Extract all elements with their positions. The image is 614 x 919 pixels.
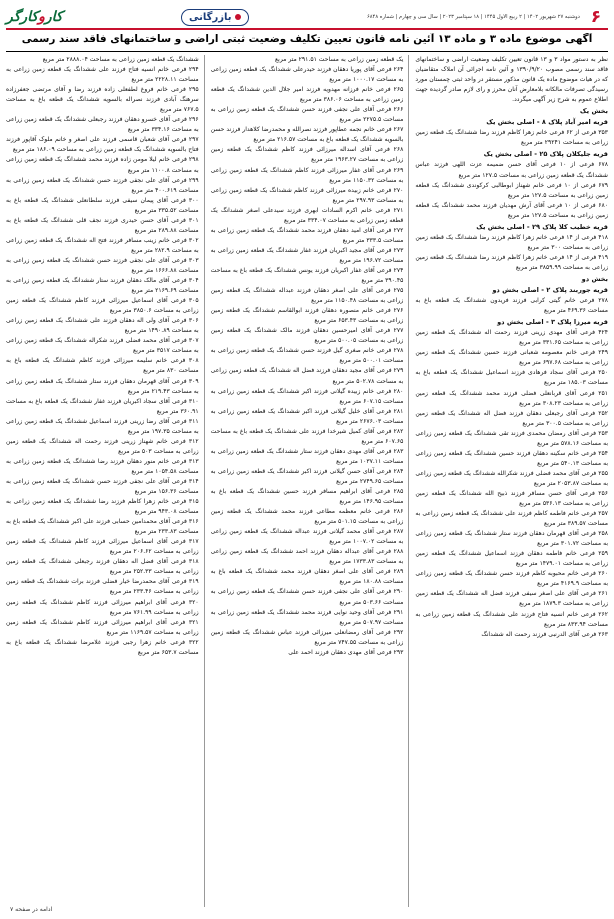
notice-title: آگهی موضوع ماده ۳ و ماده ۱۳ آئین نامه قانون تعیین تکلیف وضعیت ثبتی اراضی و ساختمانهای فاقد سند رسمی [21, 33, 593, 45]
section-heading: قریه خطیب کلا پلاک ۲۹ - اصلی بخش یک [476, 222, 608, 231]
notice-entry: ۳۱۸ فرعی آقای فضل اله دهقان فرزند رجبعلی ششدانگ یک قطعه زمین زراعی به مساحت ۲۵۲.۳۳ متر مربع [5, 558, 199, 576]
notice-entry: ۴۱۹ فرعی از ۱۴ فرعی خانم زهرا کاظم فرزند رضا ششدانگ یک قطعه زمین زراعی به مساحت ۳۸۵۹.۹۹ متر مربع [415, 253, 608, 271]
notice-entry: ۳۲۰ فرعی آقای ابراهیم میرزائی فرزند کاظم ششدانگ یک قطعه زمین زراعی به مساحت ۷۶۱.۹۹ متر مربع [5, 598, 199, 616]
notice-entry: ۲۷۷ فرعی آقای امیرحسین دهقان فرزند مالک ششدانگ یک قطعه زمین زراعی به مساحت ۵۰۰.۰۵ متر مربع [210, 327, 404, 345]
notice-entry: ۳۰۷ فرعی آقای محمد فضلی فرزند شکراله ششدانگ یک قطعه زمین زراعی به مساحت ۳۵۱۷ متر مربع [5, 337, 199, 355]
notice-entry: ۲۸۵ فرعی آقای ابراهیم مسافر فرزند حسین ششدانگ یک قطعه باغ به مساحت ۱۴۶.۹۵ متر مربع [210, 488, 404, 506]
notice-entry: ۲۶۵ فرعی خانم فرزانه مهدویه فرزند امیر جلال الدین ششدانگ یک قطعه زمین زراعی به مساحت ۳۸۶.۰۶ متر مربع [210, 86, 404, 104]
notice-entry: ۲۸۹ فرعی آقای علی اصغر دهقان فرزند محمد ششدانگ یک قطعه باغ به مساحت ۱۸۰.۸۸ متر مربع [210, 568, 404, 586]
title-divider [6, 51, 608, 52]
notice-entry: ۲۷۵ فرعی آقای علی اصغر دهقان فرزند عبداله ششدانگ یک قطعه زمین زراعی به مساحت ۱۱۵۰.۴۸ متر مربع [210, 287, 404, 305]
issue-dateline: دوشنبه ۲۷ شهریور ۱۴۰۲ | ۲ ربیع الاول ۱۴۴۵ | ۱۸ سپتامبر ۲۰۲۳ | سال سی و چهارم | شماره ۶۸۴۸ [366, 14, 580, 20]
notice-entry: ۳۰۳ فرعی آقای علی نجفی فرزند حسن ششدانگ یک قطعه زمین زراعی به مساحت ۱۶۶۶.۸۸ متر مربع [5, 256, 199, 274]
logo-end: کارگر [6, 9, 39, 25]
notice-entry: ۲۸۰ فرعی خانم زبیده گیلانی فرزند اکبر ششدانگ یک قطعه زمین زراعی به مساحت ۶۰۷.۱۵ متر مربع [210, 387, 404, 405]
notice-entry: ۳۱۱ فرعی آقای رضا زرینی فرزند اسماعیل ششدانگ یک قطعه زمین زراعی به مساحت ۱۹۷.۳۵ متر مربع [5, 417, 199, 435]
notice-entry: ۲۷۶ فرعی خانم منصوره دهقان فرزند ابوالقاسم ششدانگ یک قطعه زمین زراعی به مساحت ۶۵۳.۴۳ متر مربع [210, 307, 404, 325]
notice-entry: ۲۹۴ فرعی خانم انسیه فتاح فرزند علی ششدانگ یک قطعه زمین زراعی به مساحت ۲۲۲۸.۱۱ متر مربع [5, 66, 199, 84]
notice-entry: ۳۱۹ فرعی آقای محمدرضا خیار فضلی فرزند برات ششدانگ یک قطعه زمین زراعی به مساحت ۲۳۳.۴۶ متر مربع [5, 578, 199, 596]
section-heading: بخش یک [579, 107, 608, 116]
notice-entry: ۳۱۵ فرعی خانم زهرا کاظم فرزند رضا ششدانگ یک قطعه زمین زراعی به مساحت ۹۴۳.۰۸ متر مربع [5, 498, 199, 516]
notice-entry: ۲۶۴ فرعی آقای پوریا دهقان فرزند حیدرعلی ششدانگ یک قطعه زمین زراعی به مساحت ۱۰۰۰.۱۷ متر مربع [210, 66, 404, 84]
notice-entry: ۲۵۸ فرعی آقای قهرمان دهقان فرزند ستار ششدانگ یک قطعه زمین زراعی به مساحت ۳۰۱.۷۲ متر مربع [415, 530, 608, 548]
notice-entry: ۲۵۴ فرعی خانم سکینه دهقان فرزند حسین ششدانگ یک قطعه زمین زراعی به مساحت ۵۴۰.۱۳ متر مربع [415, 449, 608, 467]
notice-entry: ۲۸۱ فرعی آقای خلیل گیلانی فرزند اکبر ششدانگ یک قطعه زمین زراعی به مساحت ۲۶۷۶.۰۳ متر مربع [210, 407, 404, 425]
notice-entry: ۳۵۳ فرعی از ۶۲ فرعی خانم زهرا کاظم فرزند رضا ششدانگ یک قطعه زمین زراعی به مساحت ۲۹۲۴۱ متر مربع [415, 129, 608, 147]
page-header [6, 6, 608, 30]
notice-entry: ۲۹۵ فرعی خانم فروغ لطفعلی زاده فرزند رضا و آقای مرتضی جعفرزاده سرهنگ آبادی فرزند نصراله بالسویه ششدانگ یک قطعه باغ به مساحت ۷۶۷.۵ متر مربع [5, 86, 199, 114]
section-badge [181, 9, 248, 26]
notice-entry: ۲۶۳ فرعی آقای الدرنبی فرزند رحمت اله ششدانگ [481, 630, 608, 638]
notice-entry: ۲۸۳ فرعی آقای مهدی دهقان فرزند ستار ششدانگ یک قطعه زمین زراعی به مساحت ۱۰۳۷.۱۱ متر مربع [210, 447, 404, 465]
notice-entry: ۳۰۲ فرعی خانم زینب مسافر فرزند فتح اله ششدانگ یک قطعه زمین زراعی به مساحت ۲۸۲.۹ متر مربع [5, 236, 199, 254]
notice-entry: ۶۷۸ فرعی از ۱۰ فرعی آقای حسن ضمیمه عزت اللهی فرزند عباس ششدانگ یک قطعه زمین زراعی به مساحت ۱۲۷.۵ متر مربع [415, 161, 608, 179]
notice-entry: ۲۹۱ فرعی آقای وحید نوایی فرزند محمد ششدانگ یک قطعه زمین زراعی به مساحت ۵۰۷.۹۷ متر مربع [210, 608, 404, 626]
notice-entry: ۲۵۰ فرعی آقای سجاد فرهادی فرزند اسماعیل ششدانگ یک قطعه باغ به مساحت ۱۸۵.۰۳ متر مربع [415, 369, 608, 387]
logo-main: کار [44, 9, 63, 25]
section-heading: قریه میرزا پلاک ۳ - اصلی بخش دو [497, 318, 608, 327]
section-heading: قریه امیر آباد پلاک ۸ - اصلی بخش یک [486, 118, 608, 127]
notice-entry: ۲۹۷ فرعی آقای شعبان قاسمی فرزند علی اصغر و خانم ملوک آقاپور فرزند فتاح بالسویه ششدانگ یک قطعه زمین زراعی به مساحت ۱۸۶.۰۹ متر مربع [5, 136, 199, 154]
notice-entry: ۲۹۹ فرعی آقای علی نجفی فرزند حسن ششدانگ یک قطعه زمین زراعی به مساحت ۴۰۰.۶۱۹ متر مربع [5, 176, 199, 194]
notice-entry: ۳۲۱ فرعی آقای ابراهیم میرزائی فرزند کاظم ششدانگ یک قطعه زمین زراعی به مساحت ۱۱۶۹.۵۷ متر مربع [5, 618, 199, 636]
notice-entry: ۲۷۸ فرعی خانم گیتی کرابی فرزند فریدون ششدانگ یک قطعه باغ به مساحت ۴۶۹.۳۶ متر مربع [415, 297, 608, 315]
notice-entry: ۳۰۸ فرعی خانم سلیمه میرزائی فرزند کاظم ششدانگ یک قطعه باغ به مساحت ۸۳۰ متر مربع [5, 357, 199, 375]
notice-entry: ۲۵۶ فرعی آقای حسن مسافر فرزند ذبیح الله ششدانگ یک قطعه زمین زراعی به مساحت ۵۳۶.۱۳ متر مربع [415, 489, 608, 508]
newspaper-logo [6, 9, 63, 25]
notice-entry: ۶۸۰ فرعی از ۱۰ فرعی آقای آرش مهدیان فرزند محمد ششدانگ یک قطعه زمین زراعی به مساحت ۱۲۷.۵ متر مربع [415, 201, 608, 219]
notice-entry: ۲۹۰ فرعی آقای علی نجفی فرزند حسن ششدانگ یک قطعه زمین زراعی به مساحت ۵۰۳.۶۶ متر مربع [210, 588, 404, 606]
notice-entry: ۳۰۴ فرعی آقای مالک دهقان فرزند ستار ششدانگ یک قطعه زمین زراعی به مساحت ۲۱۶۹.۶۹ متر مربع [5, 277, 199, 295]
notice-entry: ۳۰۵ فرعی آقای اسماعیل میرزائی فرزند کاظم ششدانگ یک قطعه زمین زراعی به مساحت ۳۸۵۰.۶ متر مربع [5, 297, 199, 315]
notice-entry: ۲۶۰ فرعی خانم محبوبه کاظم فرزند حسن ششدانگ یک قطعه زمین زراعی به مساحت ۴۱۶۹.۹ متر مربع [415, 570, 608, 588]
notice-entry: ۳۱۳ فرعی خانم منور دهقان فرزند رضا ششدانگ یک قطعه زمین زراعی به مساحت ۱۰۵۴.۵۸ متر مربع [5, 457, 199, 475]
notice-entry: ۲۶۶ فرعی آقای علی نجفی فرزند حسن ششدانگ یک قطعه زمین زراعی به مساحت ۲۲۷۵.۵ متر مربع [210, 106, 404, 124]
notice-entry: نظر به دستور مواد ۳ و ۱۳ قانون تعیین تکلیف وضعیت اراضی و ساختمانهای فاقد سند رسمی مصوب ۱۳۹۰/۹/۲۰ و آئین نامه اجرائی آن املاک متقاضیان که در هیات موضوع ماده یک قانون مذکور مستقر در واحد ثبتی چمستان مورد رسیدگی تصرفات مالکانه بلامعارض آنان محرز و رای لازم صادر گردیده جهت اطلاع عموم به شرح زیر آگهی میگردد. [415, 56, 608, 104]
notice-entry: ۲۸۶ فرعی خانم معظمه مطاعی فرزند محمد ششدانگ یک قطعه زمین زراعی به مساحت ۵۰۱.۱۵ متر مربع [210, 508, 404, 526]
section-label: بازرگانی [189, 11, 232, 23]
notice-entry: ۲۷۸ فرعی خانم صغری گیل فرزند حسن ششدانگ یک قطعه زمین زراعی به مساحت ۵۰۰.۰۱ متر مربع [210, 347, 404, 365]
notice-entry: ۲۸۷ فرعی آقای محمد گیلانی فرزند عبداله ششدانگ یک قطعه زمین زراعی به مساحت ۱۰۰۷.۰۲ متر مربع [210, 528, 404, 546]
notice-entry: ۲۹۸ فرعی خانم لیلا مومن زاده فرزند محمد ششدانگ یک قطعه زمین زراعی به مساحت ۱۱۰۰.۸ متر مربع [5, 156, 199, 174]
notice-entry: ۲۷۳ فرعی آقای مجید اکبریان فرزند غفار ششدانگ یک قطعه زمین زراعی به مساحت ۱۹۶.۷۲ متر مربع [210, 246, 404, 264]
notice-entry: ۲۷۲ فرعی آقای امید دهقان فرزند محمد ششدانگ یک قطعه زمین زراعی به مساحت ۳۳۳.۵ متر مربع [210, 226, 404, 244]
notice-entry: ۲۹۶ فرعی آقای خسرو دهقان فرزند رجبعلی ششدانگ یک قطعه زمین زراعی به مساحت ۳۳۴.۱۶ متر مربع [5, 116, 199, 134]
notice-entry: ۴۲۴ فرعی آقای مهدی زرینی فرزند رحمت اله ششدانگ یک قطعه زمین زراعی به مساحت ۳۳۱.۶۵ متر مربع [415, 329, 608, 347]
column-middle [211, 55, 410, 907]
section-heading: قریه جلیکلان پلاک ۲۵ - اصلی بخش یک [483, 150, 608, 159]
notice-entry: یک قطعه زمین زراعی به مساحت ۲۹۱.۵۱ متر مربع [274, 56, 404, 63]
notice-entry: ۳۱۶ فرعی آقای محمدامین حسابی فرزند علی اکبر ششدانگ یک قطعه باغ به مساحت ۲۳۳.۸۳ متر مربع [5, 518, 199, 536]
notice-entry: ۳۰۱ فرعی آقای حسن حیدری فرزند نجف قلی ششدانگ یک قطعه باغ به مساحت ۲۸۹.۸۸ متر مربع [5, 216, 199, 234]
notice-entry: ۲۵۲ فرعی آقای رجبعلی دهقان فرزند فضل اله ششدانگ یک قطعه زمین زراعی به مساحت ۳۰۰.۵ متر مربع [415, 409, 608, 427]
notice-entry: ۲۶۹ فرعی آقای غفار میرزائی فرزند کاظم ششدانگ یک قطعه زمین زراعی به مساحت ۱۱۵۰.۳۲ متر مربع [210, 166, 404, 184]
notice-columns [6, 55, 608, 907]
notice-entry: ۳۲۲ فرعی خانم زهرا رجبی فرزند غلامرضا ششدانگ یک قطعه باغ به مساحت ۶۵۳.۷ متر مربع [5, 638, 199, 656]
notice-entry: ۲۸۴ فرعی آقای حسن گیلانی فرزند اکبر ششدانگ یک قطعه زمین زراعی به مساحت ۲۷۴۹.۶۵ متر مربع [210, 467, 404, 485]
notice-entry: ۲۵۳ فرعی آقای رمضان محمدی فرزند تقی ششدانگ یک قطعه زمین زراعی به مساحت ۵۷۸.۱۶ متر مربع [415, 429, 608, 447]
notice-entry: ۲۷۴ فرعی آقای غفار اکبریان فرزند یونس ششدانگ یک قطعه باغ به مساحت ۳۹۰.۴۵ متر مربع [210, 266, 404, 285]
notice-entry: ۲۸۲ فرعی آقای کمیل شیرخدا فرزند علی ششدانگ یک قطعه باغ به مساحت ۶۰۷.۶۵ متر مربع [210, 427, 404, 445]
section-heading: قریه جوربند پلاک ۲ - اصلی بخش دو [492, 286, 608, 295]
column-left [6, 55, 205, 907]
notice-entry: ۲۹۳ فرعی آقای مهدی دهقان فرزند احمد علی [288, 648, 404, 656]
notice-entry: ۲۵۵ فرعی آقای محمد فضلی فرزند شکرالله ششدانگ یک قطعه زمین زراعی به مساحت ۲۰۵۳.۸۷ متر مربع [415, 469, 608, 487]
notice-entry: ۲۵۱ فرعی آقای قربانعلی فضلی فرزند محمد ششدانگ یک قطعه زمین زراعی به مساحت ۳۰۸.۲۳ متر مربع [415, 389, 608, 407]
notice-entry: ۲۶۷ فرعی خانم نجمه عطاپور فرزند نصرالله و محمدرضا کلاهدار فرزند حسن بالسویه ششدانگ یک قطعه باغ به مساحت ۲۱۶.۵۷ متر مربع [210, 126, 404, 144]
notice-entry: ۳۱۴ فرعی آقای علی نجفی فرزند حسن ششدانگ یک قطعه زمین زراعی به مساحت ۱۵۶.۳۶ متر مربع [5, 477, 199, 496]
notice-entry: ۲۷۰ فرعی خانم زبیده میرزائی فرزند کاظم ششدانگ یک قطعه زمین زراعی به مساحت ۲۹۷.۹۳ متر مربع [210, 186, 404, 204]
page-number: ۶ [590, 7, 602, 27]
notice-entry: ۳۱۲ فرعی خانم شهناز زرینی فرزند رحمت اله ششدانگ یک قطعه زمین زراعی به مساحت ۵۰۳ متر مربع [5, 437, 199, 455]
notice-entry: ۲۶۸ فرعی آقای اسداله میرزائی فرزند کاظم ششدانگ یک قطعه زمین زراعی به مساحت ۱۹۶۳.۲۷ متر مربع [210, 146, 404, 164]
notice-entry: ۲۶۱ فرعی آقای علی اصغر سیفی فرزند فضل اله ششدانگ یک قطعه زمین زراعی به مساحت ۱۸۷۹.۳ متر مربع [415, 590, 608, 608]
notice-entry: ۲۵۷ فرعی خانم فاطمه کاظم فرزند علی ششدانگ یک قطعه زمین زراعی به مساحت ۳۸۹.۵۷ متر مربع [415, 510, 608, 528]
notice-entry: ۲۴۹ فرعی خانم معصومه شعبانی فرزند حسین ششدانگ یک قطعه زمین زراعی به مساحت ۶۹۷.۶۸ متر مربع [415, 349, 608, 367]
notice-entry: ۴۱۸ فرعی از ۱۴ فرعی خانم زهرا کاظم فرزند رضا ششدانگ یک قطعه زمین زراعی به مساحت ۳۰۰ متر مربع [415, 233, 608, 251]
notice-entry: ۶۷۹ فرعی از ۱۰ فرعی خانم شهناز ابوطالبی کرکوندی ششدانگ یک قطعه زمین زراعی به مساحت ۱۲۷.۵ متر مربع [415, 181, 608, 199]
notice-entry: ۲۵۹ فرعی خانم فاطمه دهقان فرزند اسماعیل ششدانگ یک قطعه زمین زراعی به مساحت ۱۴۷۹.۰۱ متر مربع [415, 550, 608, 568]
section-dot-icon [235, 14, 241, 20]
notice-entry: ۳۱۷ فرعی آقای اسماعیل میرزائی فرزند کاظم ششدانگ یک قطعه زمین زراعی به مساحت ۲۰۶.۶۲ متر مربع [5, 538, 199, 556]
notice-entry: ۳۰۹ فرعی آقای قهرمان دهقان فرزند ستار ششدانگ یک قطعه زمین زراعی به مساحت ۲۱۹.۴۳ متر مربع [5, 377, 199, 395]
logo-accent: و [38, 9, 45, 25]
notice-entry: ۲۶۲ فرعی خانم انسیه فتاح فرزند علی ششدانگ یک قطعه زمین زراعی به مساحت ۸۳۳.۹۴ متر مربع [415, 610, 608, 628]
notice-entry: ششدانگ یک قطعه زمین زراعی به مساحت ۲۸۸۸.۰۴ متر مربع [42, 56, 199, 63]
notice-entry: ۳۰۶ فرعی آقای ولی اله دهقان فرزند علی ششدانگ یک قطعه زمین زراعی به مساحت ۱۴۹۰.۸۹ متر مربع [5, 317, 199, 335]
notice-entry: ۳۱۰ فرعی آقای سجاد اکبریان فرزند غفار ششدانگ یک قطعه باغ به مساحت ۳۶۰.۹۱ متر مربع [5, 397, 199, 415]
notice-entry: ۲۹۲ فرعی آقای رمضانعلی میرزائی فرزند عباس ششدانگ یک قطعه زمین زراعی به مساحت ۷۴۷.۵۵ متر مربع [210, 628, 404, 646]
section-heading: بخش دو [581, 274, 608, 283]
column-right [415, 55, 608, 907]
continued-note: ادامه در صفحه ۷ [10, 906, 53, 913]
notice-entry: ۲۷۱ فرعی خانم اکرم السادات ابهری فرزند سیدعلی اصغر ششدانگ یک قطعه زمین زراعی به مساحت ۳۳۴.۰۷ متر مربع [210, 206, 404, 224]
notice-entry: ۳۰۰ فرعی آقای پیمان سیفی فرزند سلطانعلی ششدانگ یک قطعه باغ به مساحت ۳۳۵.۵۲ متر مربع [5, 196, 199, 214]
notice-entry: ۲۷۹ فرعی آقای مجید دهقان فرزند فضل اله ششدانگ یک قطعه زمین زراعی به مساحت ۵۰۲.۷۸ متر مربع [210, 367, 404, 385]
notice-entry: ۲۸۸ فرعی آقای عبداله دهقان فرزند احمد ششدانگ یک قطعه زمین زراعی به مساحت ۱۷۳۳.۸۳ متر مربع [210, 548, 404, 566]
